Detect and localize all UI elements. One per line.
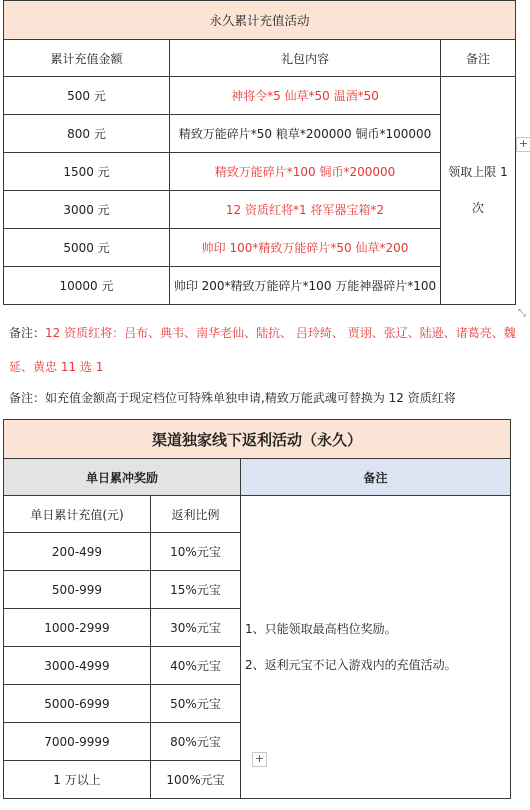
header-remark: 备注 [241,459,511,496]
note1-label: 备注： [9,326,46,340]
note1-text: 12 资质红将：吕布、典韦、南华老仙、陆抗、 吕玲绮、 贾诩、张辽、陆逊、诸葛亮、魏延、黄忠 11 选 1 [9,326,516,374]
remark-text: 领取上限 1 次 [448,165,508,215]
amount-cell: 10000 元 [4,267,170,305]
note-replacement: 备注：如充值金额高于现定档位可特殊单独申请,精致万能武魂可替换为 12 资质红将 [9,391,456,405]
ratio-cell: 15%元宝 [151,571,241,609]
amount-cell: 3000 元 [4,191,170,229]
header-remark: 备注 [441,40,516,77]
remark-line-1: 1、只能领取最高档位奖励。 [245,622,397,636]
ratio-cell: 30%元宝 [151,609,241,647]
header-amount: 累计充值金额 [4,40,170,77]
range-cell: 1 万以上 [4,761,151,799]
table-resize-handle[interactable]: ⤡ [518,308,526,319]
range-cell: 7000-9999 [4,723,151,761]
ratio-cell: 80%元宝 [151,723,241,761]
range-cell: 1000-2999 [4,609,151,647]
content-cell: 帅印 100*精致万能碎片*50 仙草*200 [170,229,441,267]
ratio-cell: 100%元宝 [151,761,241,799]
subheader-ratio: 返利比例 [151,496,241,533]
add-row-button[interactable]: + [252,752,267,767]
remark-cell [441,77,516,305]
content-cell: 精致万能碎片*50 粮草*200000 铜币*100000 [170,115,441,153]
header-daily-reward: 单日累冲奖励 [4,459,241,496]
range-cell: 5000-6999 [4,685,151,723]
content-cell: 精致万能碎片*100 铜币*200000 [170,153,441,191]
amount-cell: 5000 元 [4,229,170,267]
range-cell: 200-499 [4,533,151,571]
channel-rebate-table [3,419,511,799]
content-cell: 12 资质红将*1 将军器宝箱*2 [170,191,441,229]
range-cell: 3000-4999 [4,647,151,685]
red-general-note [9,316,519,384]
remark-line-2: 2、返利元宝不记入游戏内的充值活动。 [245,658,457,672]
header-content: 礼包内容 [170,40,441,77]
table2-title: 渠道独家线下返利活动（永久） [4,420,511,459]
amount-cell: 800 元 [4,115,170,153]
ratio-cell: 40%元宝 [151,647,241,685]
add-column-button[interactable]: + [516,137,530,152]
ratio-cell: 10%元宝 [151,533,241,571]
subheader-daily-amount: 单日累计充值(元) [4,496,151,533]
amount-cell: 1500 元 [4,153,170,191]
table1-title: 永久累计充值活动 [4,1,516,40]
content-cell: 神将令*5 仙草*50 温酒*50 [170,77,441,115]
ratio-cell: 50%元宝 [151,685,241,723]
range-cell: 500-999 [4,571,151,609]
content-cell: 帅印 200*精致万能碎片*100 万能神器碎片*100 [170,267,441,305]
amount-cell: 500 元 [4,77,170,115]
remarks-cell [241,496,511,799]
cumulative-recharge-table [3,0,516,305]
